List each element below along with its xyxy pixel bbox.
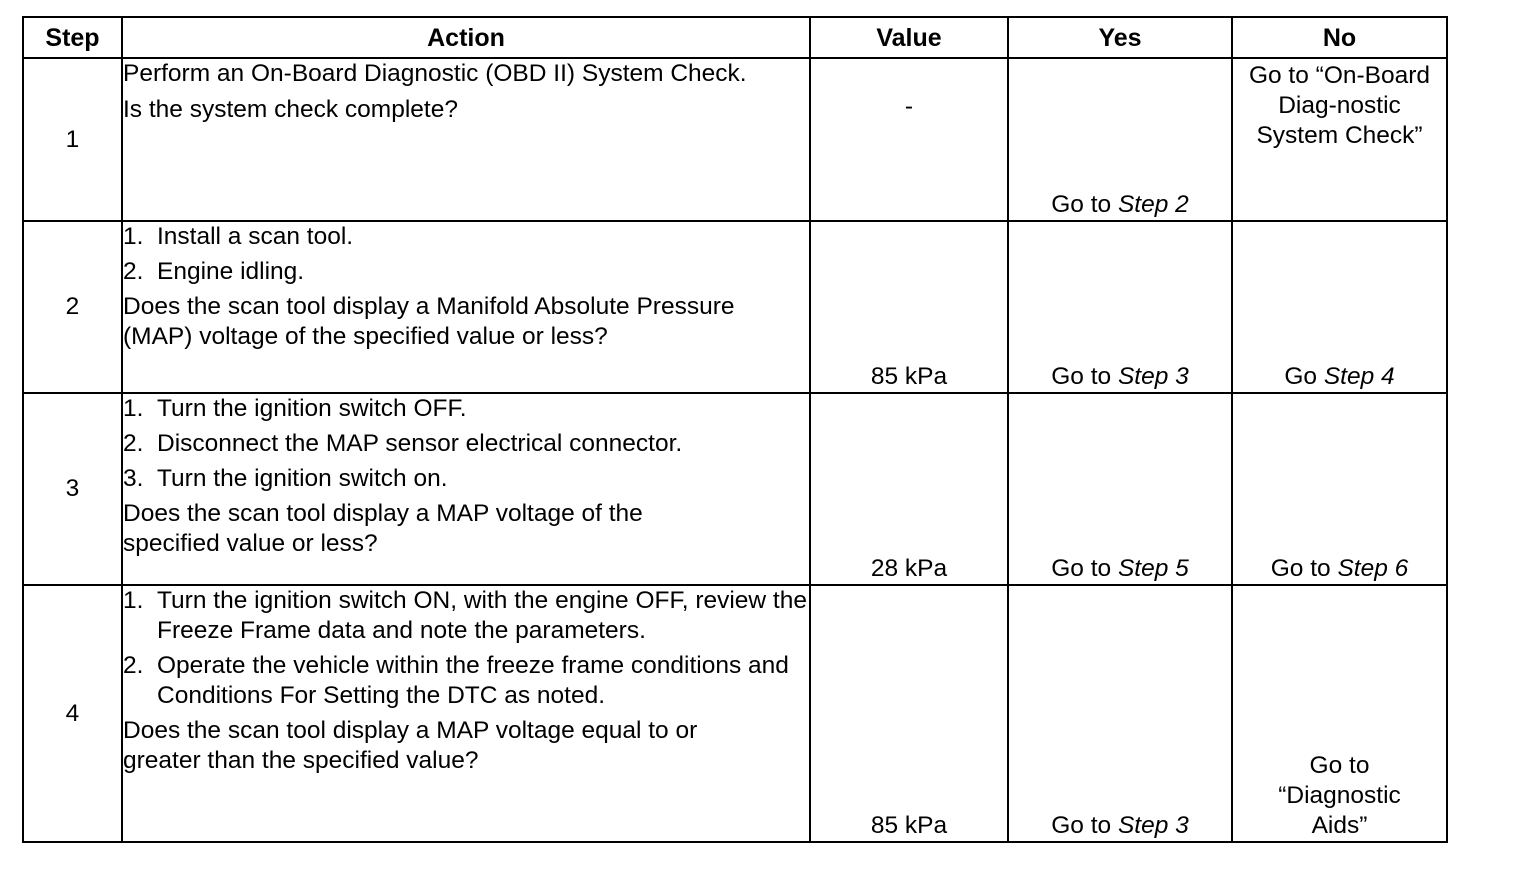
action-question: Does the scan tool display a Manifold Absolute Pressure (MAP) voltage of the specified value or less? [123, 293, 735, 350]
action-question: Is the system check complete? [123, 96, 458, 123]
item-number: 1. [123, 223, 144, 250]
item-number: 2. [123, 430, 144, 457]
value-cell: 85 kPa [810, 585, 1008, 842]
no-prefix: Go to [1270, 555, 1338, 582]
value-cell: 28 kPa [810, 393, 1008, 585]
action-list-item [123, 429, 809, 459]
no-cell [1232, 58, 1447, 221]
action-question: Does the scan tool display a MAP voltage of the specified value or less? [123, 500, 643, 557]
diagnostic-table-sheet [22, 16, 1448, 843]
action-paragraph: Perform an On-Board Diagnostic (OBD II) System Check. [123, 60, 747, 87]
header-step: Step [23, 17, 122, 58]
yes-cell [1008, 58, 1232, 221]
yes-step-link[interactable]: Step 5 [1117, 555, 1189, 582]
table-header-row [23, 17, 1447, 58]
header-yes: Yes [1008, 17, 1232, 58]
no-prefix: Go [1284, 363, 1324, 390]
yes-cell [1008, 585, 1232, 842]
yes-prefix: Go to [1051, 363, 1118, 390]
item-text: Engine idling. [157, 258, 305, 285]
action-list-item [123, 222, 809, 252]
step-number: 2 [23, 221, 122, 393]
table-row [23, 393, 1447, 585]
yes-cell [1008, 221, 1232, 393]
yes-prefix: Go to [1051, 812, 1118, 839]
yes-prefix: Go to [1051, 555, 1118, 582]
action-list-item [123, 394, 809, 424]
action-question: Does the scan tool display a MAP voltage equal to or greater than the specified value? [123, 717, 698, 774]
item-number: 3. [123, 465, 144, 492]
action-list-item [123, 464, 809, 494]
header-value: Value [810, 17, 1008, 58]
no-step-link[interactable]: Step 6 [1337, 555, 1409, 582]
yes-step-link[interactable]: Step 3 [1117, 812, 1189, 839]
item-text: Turn the ignition switch OFF. [157, 395, 467, 422]
table-row [23, 585, 1447, 842]
item-text: Turn the ignition switch on. [157, 465, 448, 492]
diagnostic-table [22, 16, 1448, 843]
action-list-item [123, 651, 809, 711]
no-cell [1232, 221, 1447, 393]
action-list-item [123, 586, 809, 646]
step-number: 3 [23, 393, 122, 585]
no-cell [1232, 585, 1447, 842]
yes-step-link[interactable]: Step 2 [1117, 191, 1189, 218]
header-no: No [1232, 17, 1447, 58]
yes-cell [1008, 393, 1232, 585]
header-action: Action [122, 17, 810, 58]
step-number: 4 [23, 585, 122, 842]
value-cell: - [810, 58, 1008, 221]
yes-step-link[interactable]: Step 3 [1117, 363, 1189, 390]
item-number: 2. [123, 652, 144, 679]
item-text: Operate the vehicle within the freeze frame conditions and Conditions For Setting the DTC as noted. [157, 652, 789, 709]
no-cell [1232, 393, 1447, 585]
action-cell [122, 393, 810, 585]
action-cell [122, 58, 810, 221]
action-cell [122, 221, 810, 393]
action-list-item [123, 257, 809, 287]
yes-prefix: Go to [1051, 191, 1118, 218]
item-number: 1. [123, 395, 144, 422]
item-text: Turn the ignition switch ON, with the engine OFF, review the Freeze Frame data and note the parameters. [157, 587, 807, 644]
item-number: 2. [123, 258, 144, 285]
action-cell [122, 585, 810, 842]
no-step-link[interactable]: Step 4 [1323, 363, 1395, 390]
no-link[interactable]: Go to “On-Board Diag-nostic System Check” [1248, 62, 1431, 149]
item-number: 1. [123, 587, 144, 614]
table-row [23, 221, 1447, 393]
item-text: Install a scan tool. [157, 223, 354, 250]
step-number: 1 [23, 58, 122, 221]
value-cell: 85 kPa [810, 221, 1008, 393]
item-text: Disconnect the MAP sensor electrical connector. [157, 430, 683, 457]
table-row [23, 58, 1447, 221]
no-link[interactable]: Go to “Diagnostic Aids” [1278, 752, 1401, 839]
